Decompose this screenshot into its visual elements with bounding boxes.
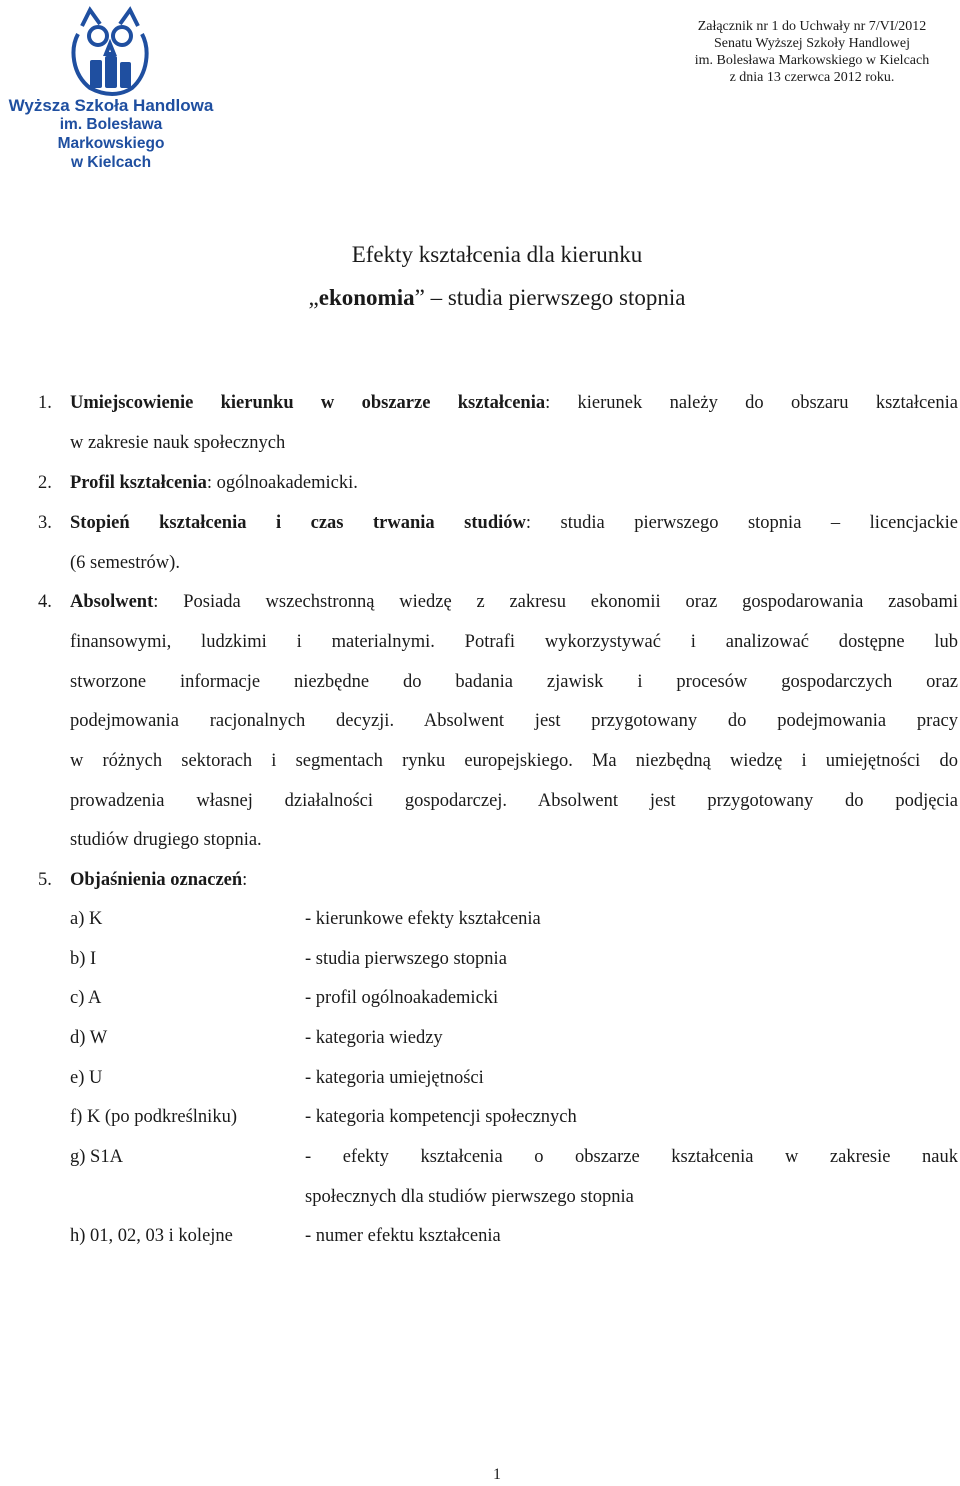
legend-key: g) S1A bbox=[70, 1147, 123, 1167]
item-body: : ogólnoakademicki. bbox=[206, 473, 358, 493]
note-line: Senatu Wyższej Szkoły Handlowej bbox=[713, 36, 911, 51]
legend-value: - profil ogólnoakademicki bbox=[305, 988, 499, 1008]
item-text bbox=[70, 592, 958, 613]
item-body: : bbox=[242, 870, 248, 890]
university-logo bbox=[6, 4, 216, 171]
legend-key: c) A bbox=[70, 988, 102, 1008]
item-number: 2. bbox=[38, 473, 52, 493]
page-number: 1 bbox=[493, 1466, 501, 1483]
item-label: Objaśnienia oznaczeń bbox=[70, 870, 243, 890]
legend-value-continued: społecznych dla studiów pierwszego stopnia bbox=[305, 1187, 634, 1207]
item-label: Stopień kształcenia i czas trwania studiów bbox=[70, 513, 526, 533]
close-quote: ” bbox=[414, 285, 425, 310]
item-number: 3. bbox=[38, 513, 52, 533]
legend-value: - kategoria kompetencji społecznych bbox=[305, 1107, 577, 1127]
item-1-line-2: w zakresie nauk społecznych bbox=[70, 433, 286, 453]
item-body: : Posiada wszechstronną wiedzę z zakresu ekonomii oraz gospodarowania zasobami bbox=[153, 592, 958, 612]
open-quote: „ bbox=[308, 285, 319, 310]
item-label: Profil kształcenia bbox=[70, 473, 207, 493]
logo-wordmark bbox=[6, 96, 216, 172]
legend-value: - kategoria umiejętności bbox=[305, 1068, 484, 1088]
item-4-line: finansowymi, ludzkimi i materialnymi. Potrafi wykorzystywać i analizować dostępne lub bbox=[70, 632, 958, 652]
legend-value: - numer efektu kształcenia bbox=[305, 1226, 501, 1246]
item-text bbox=[70, 393, 958, 414]
item-label: Umiejscowienie kierunku w obszarze kształcenia bbox=[70, 393, 546, 413]
item-label: Absolwent bbox=[70, 592, 154, 612]
logo-line-1: Wyższa Szkoła Handlowa bbox=[8, 96, 214, 115]
subtitle-rest: – studia pierwszego stopnia bbox=[424, 285, 686, 310]
legend-key: a) K bbox=[70, 909, 103, 929]
item-text bbox=[70, 513, 958, 534]
item-number: 5. bbox=[38, 870, 52, 890]
logo-line-2: im. Bolesława Markowskiego bbox=[57, 116, 165, 152]
field-name: ekonomia bbox=[318, 285, 415, 310]
note-line: z dnia 13 czerwca 2012 roku. bbox=[729, 70, 895, 85]
item-3-line-2: (6 semestrów). bbox=[70, 553, 180, 573]
item-text bbox=[70, 473, 958, 494]
legend-key: e) U bbox=[70, 1068, 103, 1088]
note-line: Załącznik nr 1 do Uchwały nr 7/VI/2012 bbox=[697, 19, 927, 34]
logo-line-3: w Kielcach bbox=[70, 154, 152, 171]
legend-value: - efekty kształcenia o obszarze kształcenia w zakresie nauk bbox=[305, 1147, 958, 1167]
item-4-line: w różnych sektorach i segmentach rynku europejskiego. Ma niezbędną wiedzę i umiejętności do bbox=[70, 751, 958, 771]
document-title: Efekty kształcenia dla kierunku bbox=[351, 242, 643, 267]
note-line: im. Bolesława Markowskiego w Kielcach bbox=[694, 53, 930, 68]
item-4-line: studiów drugiego stopnia. bbox=[70, 830, 262, 850]
legend-value: - studia pierwszego stopnia bbox=[305, 949, 507, 969]
legend-value: - kierunkowe efekty kształcenia bbox=[305, 909, 541, 929]
attachment-note bbox=[682, 18, 942, 86]
legend-key: d) W bbox=[70, 1028, 108, 1048]
item-body: : kierunek należy do obszaru kształcenia bbox=[545, 393, 958, 413]
document-subtitle bbox=[0, 285, 960, 311]
item-body: : studia pierwszego stopnia – licencjackie bbox=[525, 513, 958, 533]
item-text bbox=[70, 870, 958, 891]
item-number: 4. bbox=[38, 592, 52, 612]
legend-key: h) 01, 02, 03 i kolejne bbox=[70, 1226, 233, 1246]
legend-value: - kategoria wiedzy bbox=[305, 1028, 443, 1048]
legend-key: f) K (po podkreślniku) bbox=[70, 1107, 237, 1127]
owl-books-icon bbox=[60, 4, 160, 96]
item-4-line: stworzone informacje niezbędne do badania zjawisk i procesów gospodarczych oraz bbox=[70, 672, 958, 692]
item-4-line: podejmowania racjonalnych decyzji. Absolwent jest przygotowany do podejmowania pracy bbox=[70, 711, 958, 731]
legend-key: b) I bbox=[70, 949, 97, 969]
item-number: 1. bbox=[38, 393, 52, 413]
item-4-line: prowadzenia własnej działalności gospodarczej. Absolwent jest przygotowany do podjęcia bbox=[70, 791, 958, 811]
